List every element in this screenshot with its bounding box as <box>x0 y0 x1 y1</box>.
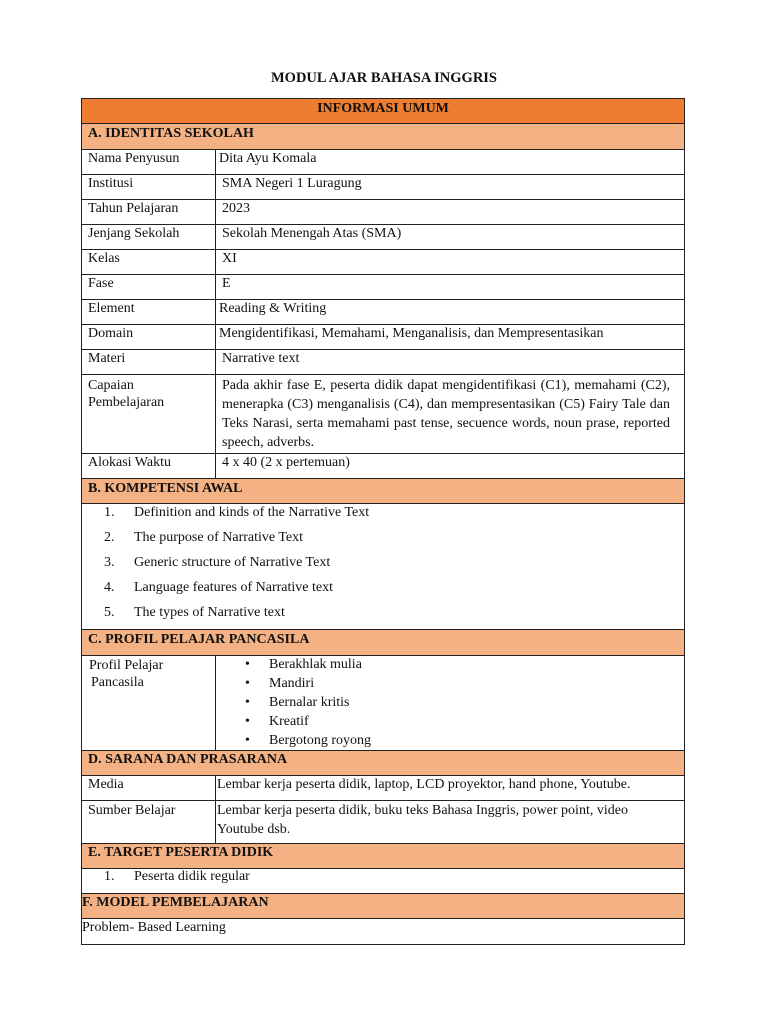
section-e-header <box>81 843 685 869</box>
table-row <box>81 800 685 844</box>
capaian-label-line2: Pembelajaran <box>88 395 165 410</box>
list-item <box>104 869 250 885</box>
sumber-line2: Youtube dsb. <box>217 822 291 837</box>
column-divider <box>215 801 216 843</box>
table-row <box>81 453 685 479</box>
column-divider <box>215 325 216 349</box>
column-divider <box>215 350 216 374</box>
table-row <box>81 249 685 275</box>
row-value: Mengidentifikasi, Memahami, Menganalisis, dan Mempresentasikan <box>219 326 604 341</box>
list-item <box>104 605 285 621</box>
info-header-text: INFORMASI UMUM <box>317 101 449 116</box>
section-d-title: D. SARANA DAN PRASARANA <box>88 752 288 767</box>
section-a-header <box>81 123 685 150</box>
table-row-capaian <box>81 374 685 454</box>
list-item <box>104 530 303 546</box>
section-b-title: B. KOMPETENSI AWAL <box>88 481 243 496</box>
list-number: 4. <box>104 580 115 595</box>
target-list-box <box>81 868 685 894</box>
bullet-text: Bergotong royong <box>269 733 372 748</box>
profil-label-line1: Profil Pelajar <box>89 658 164 673</box>
bullet-item <box>245 695 350 711</box>
column-divider <box>215 776 216 800</box>
list-text: Definition and kinds of the Narrative Text <box>134 505 370 520</box>
sumber-line1: Lembar kerja peserta didik, buku teks Bahasa Inggris, power point, video <box>217 803 628 818</box>
row-label <box>88 377 164 411</box>
table-row <box>81 324 685 350</box>
row-value: Narrative text <box>222 351 300 366</box>
table-row <box>81 299 685 325</box>
list-number: 5. <box>104 605 115 620</box>
column-divider <box>215 175 216 199</box>
row-label: Kelas <box>88 251 120 266</box>
section-b-header <box>81 478 685 504</box>
profil-label <box>89 657 163 691</box>
list-text: Peserta didik regular <box>134 869 250 884</box>
column-divider <box>215 454 216 478</box>
row-label: Institusi <box>88 176 134 191</box>
column-divider <box>215 225 216 249</box>
column-divider <box>215 375 216 453</box>
row-label: Fase <box>88 276 114 291</box>
bullet-icon: • <box>245 714 250 729</box>
bullet-item <box>245 733 372 749</box>
row-label: Media <box>88 777 124 792</box>
row-label: Alokasi Waktu <box>88 455 171 470</box>
row-value: Reading & Writing <box>219 301 327 316</box>
table-row <box>81 775 685 801</box>
section-a-title: A. IDENTITAS SEKOLAH <box>88 126 254 141</box>
list-number: 1. <box>104 869 115 884</box>
column-divider <box>215 300 216 324</box>
section-e-title: E. TARGET PESERTA DIDIK <box>88 845 274 860</box>
bullet-text: Mandiri <box>269 676 315 691</box>
model-row <box>81 918 685 945</box>
row-value: Lembar kerja peserta didik, laptop, LCD proyektor, hand phone, Youtube. <box>217 777 631 792</box>
section-f-title: F. MODEL PEMBELAJARAN <box>82 895 269 910</box>
section-c-title: C. PROFIL PELAJAR PANCASILA <box>88 632 310 647</box>
row-value: 4 x 40 (2 x pertemuan) <box>222 455 350 470</box>
row-label: Jenjang Sekolah <box>88 226 180 241</box>
kompetensi-list-box <box>81 503 685 630</box>
table-row <box>81 274 685 300</box>
list-text: Language features of Narrative text <box>134 580 334 595</box>
capaian-text: Pada akhir fase E, peserta didik dapat mengidentifikasi (C1), memahami (C2), menerapka (C3) menganalisis (C4), dan mempresentasikan (C5) Fairy Tale dan Teks Narasi, serta memahami past tense, secuence words, noun prase, reported speech, adverbs. <box>222 378 670 450</box>
bullet-item <box>245 714 309 730</box>
row-label: Tahun Pelajaran <box>88 201 179 216</box>
table-row <box>81 224 685 250</box>
section-f-header <box>81 893 685 919</box>
bullet-text: Kreatif <box>269 714 309 729</box>
column-divider <box>215 275 216 299</box>
bullet-item <box>245 657 362 673</box>
row-value: E <box>222 276 231 291</box>
capaian-label-line1: Capaian <box>88 378 134 393</box>
column-divider <box>215 150 216 174</box>
model-text: Problem- Based Learning <box>82 920 226 935</box>
column-divider <box>215 250 216 274</box>
list-text: The purpose of Narrative Text <box>134 530 304 545</box>
column-divider <box>215 200 216 224</box>
column-divider <box>215 656 216 750</box>
list-item <box>104 580 333 596</box>
row-label: Materi <box>88 351 126 366</box>
table-row <box>81 349 685 375</box>
bullet-text: Berakhlak mulia <box>269 657 362 672</box>
list-number: 3. <box>104 555 115 570</box>
bullet-icon: • <box>245 733 250 748</box>
row-value: SMA Negeri 1 Luragung <box>222 176 362 191</box>
row-value: Dita Ayu Komala <box>219 151 317 166</box>
row-label: Element <box>88 301 135 316</box>
row-value <box>217 801 684 839</box>
list-number: 1. <box>104 505 115 520</box>
list-text: Generic structure of Narrative Text <box>134 555 331 570</box>
section-d-header <box>81 750 685 776</box>
profil-row <box>81 655 685 751</box>
bullet-icon: • <box>245 676 250 691</box>
list-item <box>104 555 330 571</box>
row-label: Domain <box>88 326 134 341</box>
row-value: XI <box>222 251 237 266</box>
bullet-icon: • <box>245 695 250 710</box>
table-row <box>81 149 685 175</box>
bullet-item <box>245 676 315 692</box>
profil-label-line2: Pancasila <box>91 675 144 690</box>
info-header <box>81 98 685 124</box>
table-row <box>81 174 685 200</box>
document-title: MODUL AJAR BAHASA INGGRIS <box>271 70 497 86</box>
table-row <box>81 199 685 225</box>
bullet-icon: • <box>245 657 250 672</box>
row-value: 2023 <box>222 201 250 216</box>
list-text: The types of Narrative text <box>134 605 285 620</box>
row-label: Nama Penyusun <box>88 151 180 166</box>
section-c-header <box>81 629 685 656</box>
list-item <box>104 505 369 521</box>
row-label: Sumber Belajar <box>88 803 176 818</box>
bullet-text: Bernalar kritis <box>269 695 350 710</box>
list-number: 2. <box>104 530 115 545</box>
row-value: Sekolah Menengah Atas (SMA) <box>222 226 402 241</box>
